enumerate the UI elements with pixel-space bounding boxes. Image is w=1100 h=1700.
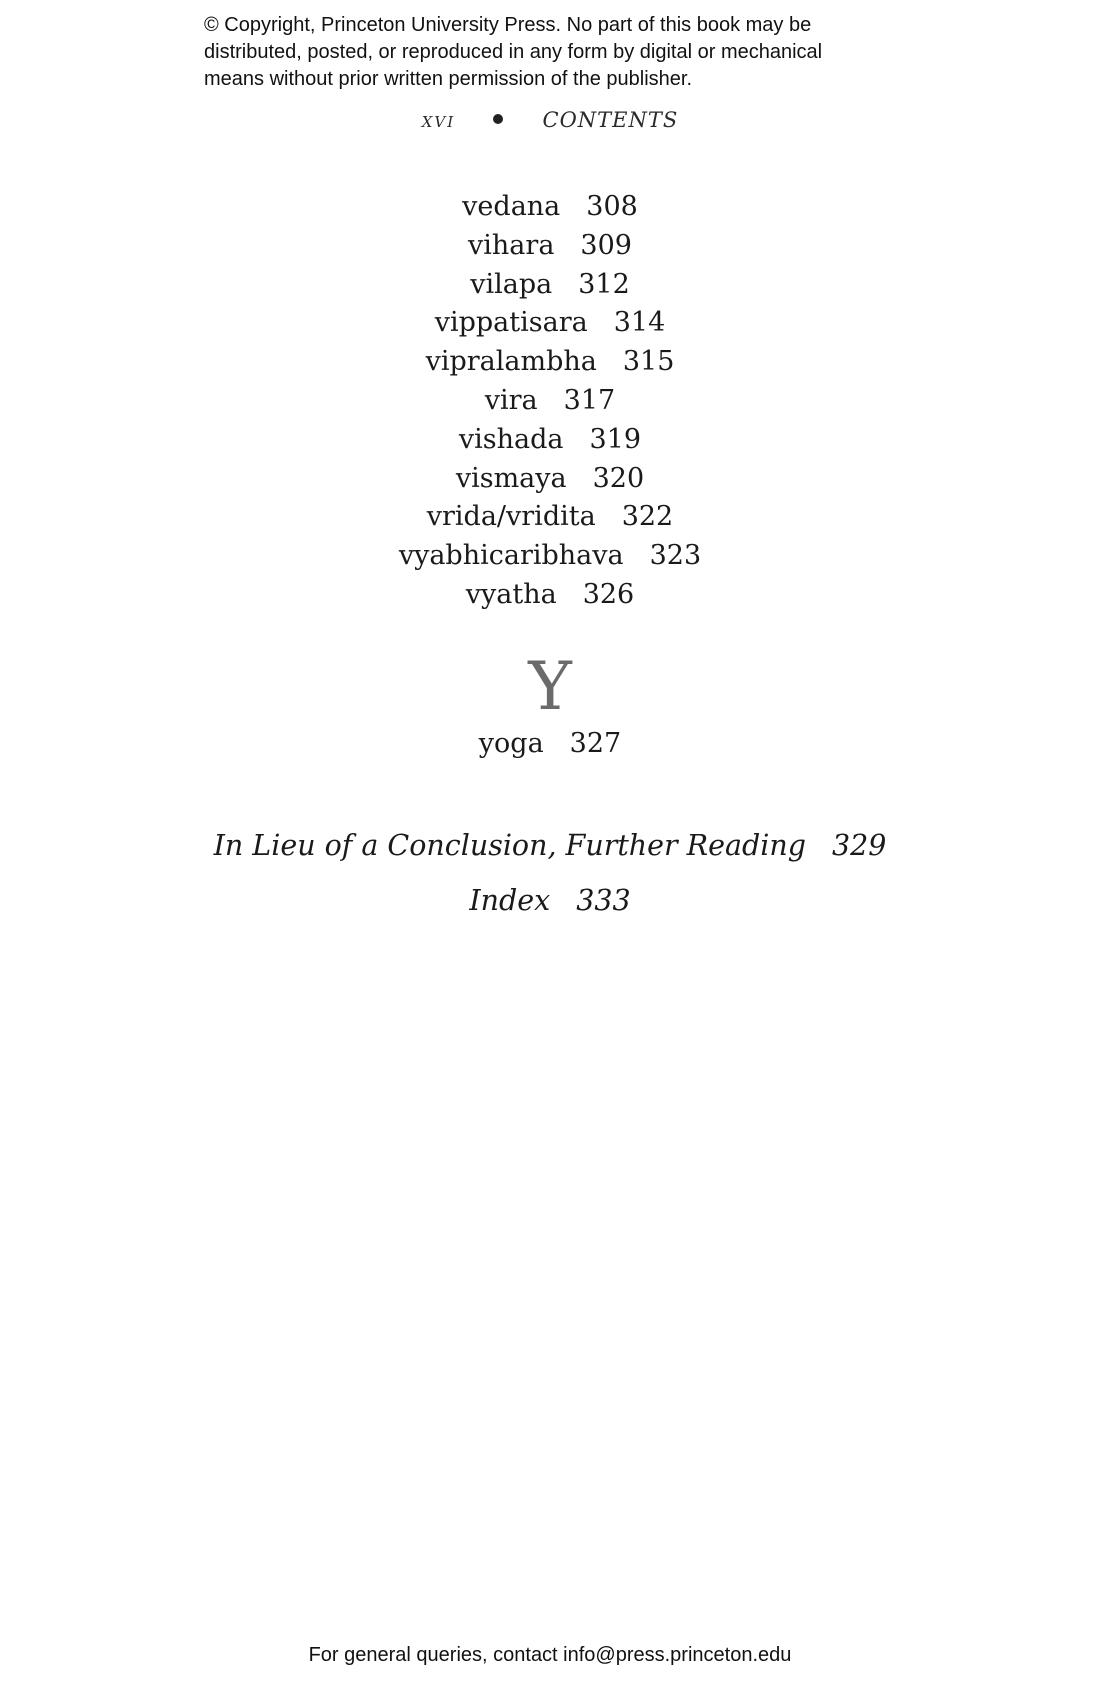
toc-entry [0, 343, 1100, 382]
page-folio: xvi [421, 108, 456, 132]
toc-entry-page: 327 [569, 728, 622, 759]
toc-entry [0, 460, 1100, 499]
footer-contact: For general queries, contact info@press.princeton.edu [308, 1644, 792, 1666]
toc-entry-term: vyabhicaribhava [398, 540, 624, 572]
toc-entry-term: vihara [468, 229, 555, 261]
toc-entry-page: 319 [589, 423, 642, 455]
bullet-separator [493, 114, 503, 124]
toc-entry-term: vrida/vridita [426, 501, 596, 533]
running-head-title: CONTENTS [542, 108, 679, 132]
toc-entry-term: vilapa [470, 268, 553, 300]
toc-entry-page: 309 [580, 229, 632, 261]
toc-entry [0, 227, 1100, 266]
copyright-notice [204, 12, 924, 93]
toc-entry [0, 576, 1100, 615]
toc-entry [0, 421, 1100, 460]
toc-entry-term: vishada [458, 423, 564, 455]
toc-entry-page: 317 [563, 384, 616, 416]
back-matter-entry [0, 873, 1100, 928]
toc-entry-page: 326 [582, 578, 635, 610]
toc-entry [0, 725, 1100, 763]
toc-entry [0, 537, 1100, 576]
toc-entry [0, 266, 1100, 305]
v-entries-list [0, 188, 1100, 615]
toc-entry [0, 382, 1100, 421]
toc-entry [0, 498, 1100, 537]
copyright-line: distributed, posted, or reproduced in any form by digital or mechanical [204, 41, 823, 63]
toc-entry-term: vira [484, 384, 538, 416]
toc-entry-term: vismaya [455, 462, 567, 494]
toc-entry-page: 322 [621, 501, 674, 533]
running-head [0, 108, 1100, 132]
copyright-line: © Copyright, Princeton University Press. No part of this book may be [204, 14, 812, 36]
section-letter-heading: Y [528, 648, 572, 725]
toc-entry-term: vedana [462, 191, 561, 222]
back-matter-title: Index [469, 884, 551, 917]
toc-entry [0, 188, 1100, 227]
toc-entry-page: 314 [613, 307, 666, 339]
toc-entry-page: 320 [592, 462, 645, 494]
y-entries-list [0, 725, 1100, 763]
toc-entry-term: vyatha [465, 578, 557, 610]
copyright-line: means without prior written permission of the publisher. [204, 68, 693, 90]
back-matter-page: 329 [831, 829, 887, 862]
toc-entry-page: 312 [578, 268, 630, 300]
toc-entry-page: 308 [586, 191, 638, 222]
toc-entry [0, 304, 1100, 343]
toc-entry-page: 323 [649, 540, 702, 572]
toc-entry-term: yoga [478, 728, 544, 759]
toc-entry-term: vippatisara [434, 307, 588, 339]
back-matter-page: 333 [576, 884, 631, 917]
back-matter-entry [0, 818, 1100, 873]
toc-entry-term: vipralambha [425, 346, 597, 378]
back-matter-list [0, 818, 1100, 928]
toc-entry-page: 315 [622, 346, 675, 378]
back-matter-title: In Lieu of a Conclusion, Further Reading [213, 829, 806, 862]
